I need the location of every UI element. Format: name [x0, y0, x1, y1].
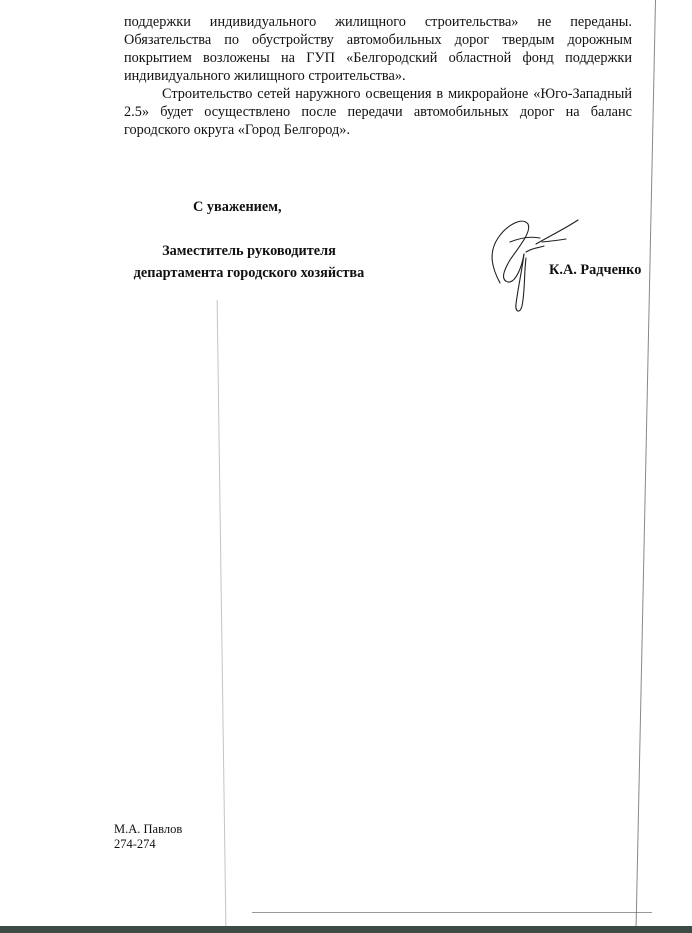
signer-name: К.А. Радченко: [549, 262, 642, 278]
executor-block: [114, 822, 182, 852]
signer-position-line-1: Заместитель руководителя: [162, 243, 336, 259]
scan-artifact-line-vertical-left: [217, 300, 227, 926]
scan-artifact-line-vertical-right: [636, 0, 656, 926]
executor-name: М.А. Павлов: [114, 822, 183, 836]
signer-position-line-2: департамента городского хозяйства: [133, 265, 365, 281]
paragraph-1: поддержки индивидуального жилищного строительства» не переданы. Обязательства по обустройству автомобильных дорог твердым дорожным покрытием возложены на ГУП «Белгородский областной фонд поддержки индивидуального жилищного строительства».: [124, 14, 632, 84]
executor-phone: 274-274: [114, 837, 156, 851]
paragraph-2: Строительство сетей наружного освещения в микрорайоне «Юго-Западный 2.5» будет осуществлено после передачи автомобильных дорог на баланс городского округа «Город Белгород».: [124, 86, 632, 138]
signer-position: [124, 240, 374, 284]
scan-bottom-edge: [0, 926, 692, 933]
scan-artifact-line-bottom: [252, 912, 652, 913]
letter-body: [124, 13, 632, 139]
greeting: С уважением,: [193, 199, 282, 215]
